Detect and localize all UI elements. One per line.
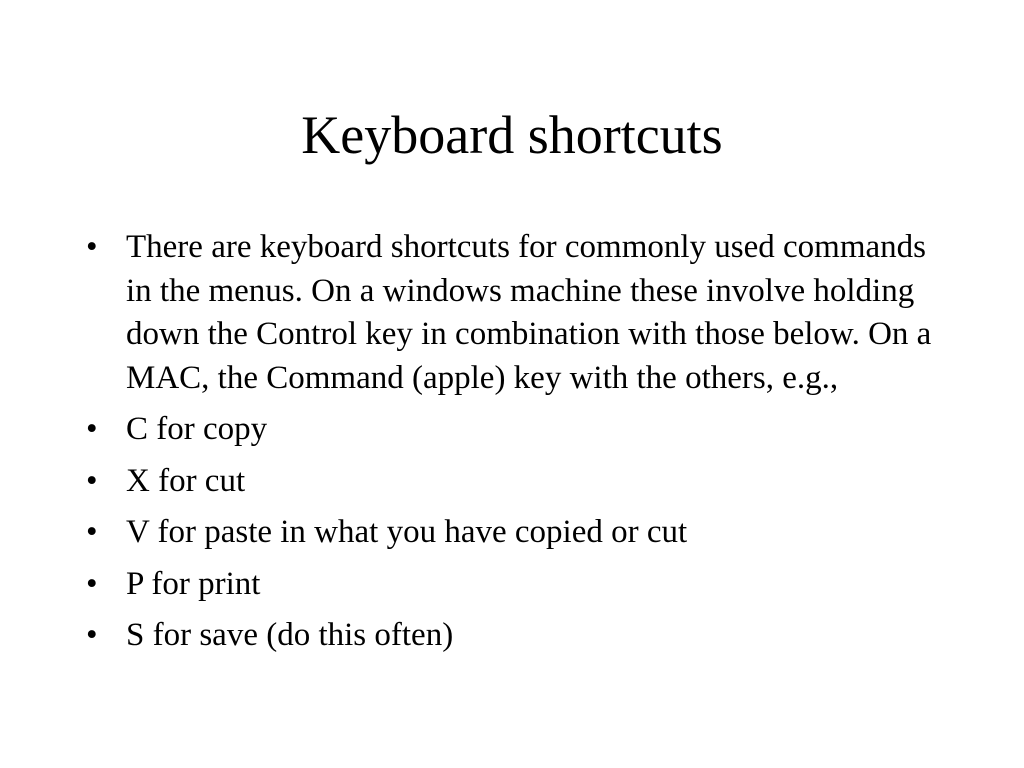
bullet-icon: • — [86, 514, 98, 550]
bullet-icon: • — [86, 462, 98, 499]
bullet-icon: • — [86, 617, 98, 653]
slide-title: Keyboard shortcuts — [301, 105, 723, 165]
bullet-icon: • — [86, 565, 98, 602]
bullet-item-print — [86, 563, 946, 607]
bullet-icon: • — [86, 229, 98, 265]
bullet-item-copy — [86, 408, 946, 452]
bullet-text: There are keyboard shortcuts for commonly used commands in the menus. On a windows machine these involve holding down the Control key in combination with those below. On a MAC, the Command (apple) key with the others, e.g., — [126, 229, 932, 396]
bullet-item-save — [86, 614, 946, 658]
bullet-text: X for cut — [126, 462, 246, 499]
bullet-text: C for copy — [126, 411, 268, 447]
bullet-item-intro — [86, 226, 946, 400]
bullet-text: V for paste in what you have copied or cut — [126, 514, 688, 550]
bullet-text: S for save (do this often) — [126, 617, 454, 653]
bullet-item-cut — [86, 460, 946, 504]
bullet-item-paste — [86, 511, 946, 555]
bullet-icon: • — [86, 411, 98, 447]
bullet-list — [86, 226, 946, 666]
bullet-text: P for print — [126, 565, 261, 602]
